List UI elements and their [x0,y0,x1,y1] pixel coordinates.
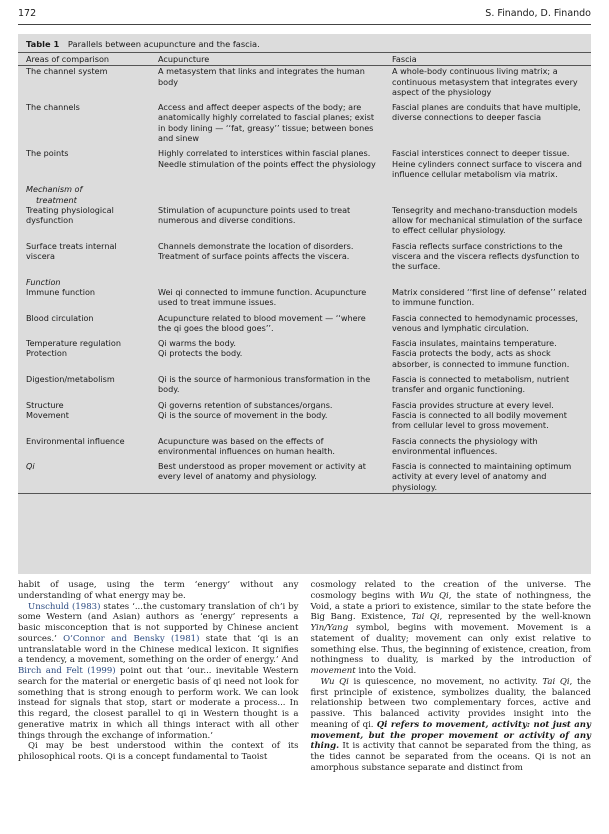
table-caption [18,34,591,52]
fascia-cell: Matrix considered ‘‘first line of defense’’ related to immune function. [392,286,587,308]
paragraph-text: , the state of nothingness, the Void, a state a priori to existence, similar to the state before the Big Bang. Existence, [310,590,591,623]
acupuncture-cell: Wei qi connected to immune function. Acupuncture used to treat immune issues. [158,286,367,308]
table-row [18,410,591,436]
term-tai-qi: Tai Qi [411,612,440,623]
table-row [18,241,591,277]
table-section-row [18,277,591,287]
paragraph-text: point out that ‘our... inevitable Western search for the material or energetic basis of qi need not look for something that is strong enough to perform work. We can look instead for signals that stop, start or moderate a process... In this regard, the closest parallel to qi in Western thought is a generative matrix in which all things interact with all other things through the exchange of information.’ [18,666,299,741]
paragraph-text: state that ‘qi is an untranslatable word in the Chinese medical lexicon. It signifies a tendency, a movement, something on the order of energy.’ And [18,633,299,666]
table-caption-text: Parallels between acupuncture and the fascia. [67,39,260,49]
term-tai-qi: Tai Qi [542,676,570,687]
table-row [18,461,591,493]
area-cell: The channel system [26,66,108,77]
area-cell: Movement [26,409,69,420]
section-heading: Function [26,276,61,287]
left-column [18,580,299,828]
paragraph [311,580,592,677]
acupuncture-cell: Best understood as proper movement or activity at every level of anatomy and physiology. [150,461,384,493]
section-heading [18,184,591,205]
body-text [18,580,591,828]
fascia-cell: Tensegrity and mechano-transduction models allow for mechanical stimulation of the surface to effect cellular physiology. [392,204,583,236]
citation-link[interactable]: Unschuld (1983) [28,601,101,612]
term-yin-yang: Yin/Yang [310,623,349,633]
area-cell: Temperature regulation [26,338,121,349]
table-row [18,102,591,148]
table-row [18,348,591,374]
term-wu-qi: Wu Qi [419,590,449,601]
area-cell: The points [26,148,69,159]
acupuncture-cell: Qi is the source of harmonious transformation in the body. [158,374,371,395]
paragraph-text: , the first principle of existence, symbolizes duality, the balanced relationship between two complementary forces, active and passive. This balanced activity provides insight into the meaning of qi. [310,676,591,730]
section-heading-line: treatment [36,194,77,205]
area-cell: Immune function [26,286,96,297]
table-row [18,374,591,400]
fascia-cell: Fascial interstices connect to deeper tissue. Heine cylinders connect surface to viscera and influence cellular metabolism via matrix. [392,148,582,179]
running-header [18,8,591,24]
citation-link[interactable]: O’Connor and Bensky (1981) [63,633,200,644]
area-cell: Qi [18,461,150,493]
parallels-table [18,52,591,494]
acupuncture-cell: Stimulation of acupuncture points used to treat numerous and diverse conditions. [158,204,351,226]
table-1 [18,34,591,574]
table-row [18,338,591,348]
header-rule [18,24,591,25]
table-label: Table 1 [26,39,60,49]
paragraph-text: is quiescence, no movement, no activity. [348,676,543,687]
area-cell: Environmental influence [26,435,125,446]
table-row [18,400,591,410]
area-cell: Structure [26,399,64,410]
table-row [18,313,591,339]
term-wu-qi: Wu Qi [320,676,349,687]
acupuncture-cell: Qi is the source of movement in the body. [158,409,328,420]
area-text: Treating physiological dysfunction [26,204,114,226]
column-header-fascia: Fascia [384,53,591,66]
fascia-cell: Fascia is connected to maintaining optimum activity at every level of anatomy and physiology. [384,461,591,493]
fascia-cell: Fascia insulates, maintains temperature. [392,338,557,349]
acupuncture-cell: Highly correlated to interstices within fascial planes. Needle stimulation of the points effect the physiology [158,148,376,169]
fascia-cell: Fascia is connected to all bodily movement from cellular level to gross movement. [392,409,567,431]
paragraph-text: , represented by the well-known [439,612,591,623]
table-row [18,205,591,241]
paragraph-text: states ‘...the customary translation of ch’i by some Western (and Asian) authors as ‘energy’ represents a basic misconception that is not supported by Chinese ancient sources.’ [18,601,299,644]
acupuncture-cell: Access and affect deeper aspects of the body; are anatomically highly correlated to fascial planes; exist in body lining — ‘‘fat, greasy’’ tissue; between bones and sinew [158,102,375,144]
fascia-cell: Fascial planes are conduits that have multiple, diverse connections to deeper fascia [392,102,581,123]
fascia-cell: Fascia protects the body, acts as shock absorber, is connected to immune function. [392,348,570,369]
table-row [18,436,591,462]
paragraph-text: It is activity that cannot be separated from the thing, as the tides cannot be separated from the oceans. Qi is not an amorphous substance separate and distinct from [310,741,591,773]
paragraph: Qi may be best understood within the context of its philosophical roots. Qi is a concept fundamental to Taoist [18,741,299,762]
acupuncture-cell: A metasystem that links and integrates the human body [158,66,365,87]
paragraph [311,677,592,774]
citation-link[interactable]: Birch and Felt (1999) [18,666,116,676]
table-section-row [18,184,591,205]
area-cell: The channels [26,102,80,113]
acupuncture-cell: Qi protects the body. [158,348,243,359]
fascia-cell: Fascia provides structure at every level. [392,399,554,410]
area-cell: Surface treats internal viscera [26,240,117,262]
column-header-areas: Areas of comparison [18,53,150,66]
area-cell: Protection [26,348,67,359]
area-cell: Digestion/metabolism [26,374,115,385]
acupuncture-cell: Channels demonstrate the location of disorders. Treatment of surface points affects the viscera. [158,240,354,262]
page-number: 172 [18,8,37,19]
right-column [311,580,592,828]
paragraph-text: cosmology related to the creation of the universe. The cosmology begins with [310,580,591,601]
acupuncture-cell: Qi warms the body. [158,338,236,349]
area-cell: Blood circulation [26,312,94,323]
table-row [18,66,591,102]
area-cell [18,205,150,241]
fascia-cell: Fascia is connected to metabolism, nutrient transfer and organic functioning. [392,374,570,395]
fascia-cell: Fascia connected to hemodynamic processes, venous and lymphatic circulation. [392,312,578,333]
fascia-cell: Fascia connects the physiology with environmental influences. [392,435,538,456]
running-authors: S. Finando, D. Finando [485,8,591,19]
table-header-row [18,53,591,66]
table-row [18,148,591,184]
term-movement: movement [310,666,356,676]
paragraph [18,602,299,742]
paragraph-text: symbol, begins with movement. Movement is a statement of duality; movement can only exist relative to something else. Thus, the beginning of existence, creation, from nothingness to duality, is marked by the introduction of [310,623,591,666]
column-header-acupuncture: Acupuncture [150,53,384,66]
table-row [18,287,591,313]
fascia-cell: Fascia reflects surface constrictions to the viscera and the viscera reflects dysfunction to the surface. [392,240,580,272]
acupuncture-cell: Acupuncture related to blood movement — ‘‘where the qi goes the blood goes’’. [158,312,366,333]
fascia-cell: A whole-body continuous living matrix; a continuous metasystem that integrates every aspect of the physiology [392,66,578,97]
paragraph-text: into the Void. [355,666,417,676]
emphasis-text: Qi refers to movement, activity: not just any movement, but the proper movement or activity of any thing. [310,719,591,752]
acupuncture-cell: Qi governs retention of substances/organs. [158,399,333,410]
section-heading-line: Mechanism of [26,184,83,195]
paragraph: habit of usage, using the term ‘energy’ without any understanding of what energy may be. [18,580,299,601]
acupuncture-cell: Acupuncture was based on the effects of environmental influences on human health. [158,435,335,456]
